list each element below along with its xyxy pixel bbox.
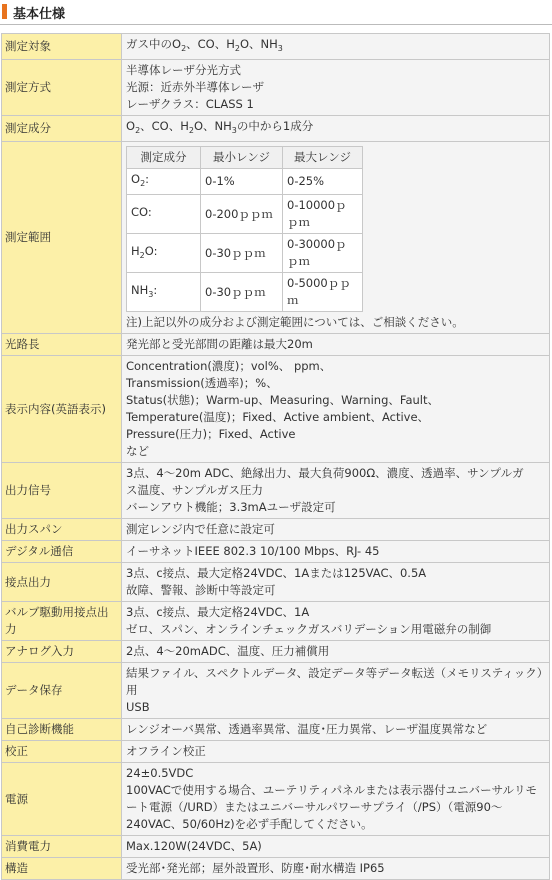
spec-row-selfdiag — [2, 719, 550, 741]
spec-label: 構造 — [2, 858, 122, 880]
spec-value: 3点、c接点、最大定格24VDC、1A ゼロ、スパン、オンラインチェックガスバリデーション用電磁弁の制御 — [122, 602, 550, 641]
spec-label: 接点出力 — [2, 563, 122, 602]
spec-row-components — [2, 116, 550, 142]
spec-label: 消費電力 — [2, 836, 122, 858]
spec-row-power — [2, 763, 550, 836]
spec-row-range — [2, 142, 550, 334]
spec-value: オフライン校正 — [122, 741, 550, 763]
spec-row-storage — [2, 663, 550, 719]
spec-label: 出力信号 — [2, 463, 122, 519]
range-header: 最小レンジ — [201, 147, 283, 169]
spec-row-method — [2, 60, 550, 116]
range-max: 0-25% — [283, 169, 363, 195]
spec-row-digital — [2, 541, 550, 563]
spec-table — [1, 33, 550, 880]
spec-row-consumption — [2, 836, 550, 858]
range-max: 0-5000ｐｐ ｍ — [283, 273, 363, 312]
range-row — [127, 234, 363, 273]
range-note: 注)上記以外の成分および測定範囲については、ご相談ください。 — [126, 315, 464, 329]
spec-value: 発光部と受光部間の距離は最大20m — [122, 334, 550, 356]
section-title: 基本仕様 — [13, 7, 66, 22]
spec-row-display — [2, 356, 550, 463]
range-component: $NH_3$: — [127, 273, 201, 312]
range-min: 0-1% — [201, 169, 283, 195]
spec-row-span — [2, 519, 550, 541]
range-max: 0-10000ｐ ｐｍ — [283, 195, 363, 234]
spec-label: 出力スパン — [2, 519, 122, 541]
spec-label: 光路長 — [2, 334, 122, 356]
spec-value: 3点、4～20m ADC、絶縁出力、最大負荷900Ω、濃度、透過率、サンプルガ ス温度、サンプルガス圧力 バーンアウト機能；3.3mAユーザ設定可 — [122, 463, 550, 519]
spec-label: 自己診断機能 — [2, 719, 122, 741]
spec-value: 測定レンジ内で任意に設定可 — [122, 519, 550, 541]
heading-accent-bar — [2, 4, 7, 19]
range-header: 最大レンジ — [283, 147, 363, 169]
spec-row-path — [2, 334, 550, 356]
spec-label: 表示内容(英語表示) — [2, 356, 122, 463]
spec-value: 2点、4～20mADC、温度、圧力補償用 — [122, 641, 550, 663]
spec-label: バルブ駆動用接点出 力 — [2, 602, 122, 641]
spec-value: Concentration(濃度)；vol%、 ppm、 Transmission(透過率)；%、 Status(状態)；Warm-up、Measuring、Warning、Fault、 Temperature(温度)；Fixed、Active ambient、Active、 Pressure(圧力)；Fixed、Active など — [122, 356, 550, 463]
spec-value: 結果ファイル、スペクトルデータ、設定データ等データ転送（メモリスティック）用 USB — [122, 663, 550, 719]
range-min: 0-30ｐｐｍ — [201, 273, 283, 312]
spec-value: 24±0.5VDC 100VACで使用する場合、ユーテリティパネルまたは表示器付ユニバーサルリモ ート電源（/URD）またはユニバーサルパワーサプライ（/PS）（電源90～ 240VAC、50/60Hz)を必ず手配してください。 — [122, 763, 550, 836]
spec-row-contact — [2, 563, 550, 602]
range-row — [127, 169, 363, 195]
spec-value: 3点、c接点、最大定格24VDC、1Aまたは125VAC、0.5A 故障、警報、診断中等設定可 — [122, 563, 550, 602]
spec-label: アナログ入力 — [2, 641, 122, 663]
range-header-row — [127, 147, 363, 169]
spec-row-structure — [2, 858, 550, 880]
spec-value — [122, 142, 550, 334]
spec-label: 測定範囲 — [2, 142, 122, 334]
spec-value: 半導体レーザ分光方式 光源：近赤外半導体レーザ レーザクラス：CLASS 1 — [122, 60, 550, 116]
spec-value: イーサネットIEEE 802.3 10/100 Mbps、RJ- 45 — [122, 541, 550, 563]
range-header: 測定成分 — [127, 147, 201, 169]
spec-label: 校正 — [2, 741, 122, 763]
range-max: 0-30000ｐ ｐｍ — [283, 234, 363, 273]
spec-label: 測定方式 — [2, 60, 122, 116]
range-component: CO: — [127, 195, 201, 234]
spec-label: 測定成分 — [2, 116, 122, 142]
spec-row-target — [2, 34, 550, 60]
section-heading — [0, 0, 552, 25]
range-component: $H_2O$: — [127, 234, 201, 273]
spec-label: 測定対象 — [2, 34, 122, 60]
spec-value: Max.120W(24VDC、5A) — [122, 836, 550, 858]
range-row — [127, 273, 363, 312]
spec-value: $O_2$、CO、$H_2O$、$NH_3$の中から1成分 — [122, 116, 550, 142]
spec-row-analog — [2, 641, 550, 663]
range-min: 0-200ｐｐｍ — [201, 195, 283, 234]
spec-value: ガス中の$O_2$、CO、$H_2O$、$NH_3$ — [122, 34, 550, 60]
spec-row-valve — [2, 602, 550, 641]
spec-value: 受光部･発光部；屋外設置形、防塵･耐水構造 IP65 — [122, 858, 550, 880]
spec-label: デジタル通信 — [2, 541, 122, 563]
range-component: $O_2$: — [127, 169, 201, 195]
range-row — [127, 195, 363, 234]
spec-row-output — [2, 463, 550, 519]
range-table — [126, 146, 363, 312]
spec-value: レンジオーバ異常、透過率異常、温度･圧力異常、レーザ温度異常など — [122, 719, 550, 741]
spec-row-calib — [2, 741, 550, 763]
spec-label: データ保存 — [2, 663, 122, 719]
range-min: 0-30ｐｐｍ — [201, 234, 283, 273]
spec-label: 電源 — [2, 763, 122, 836]
